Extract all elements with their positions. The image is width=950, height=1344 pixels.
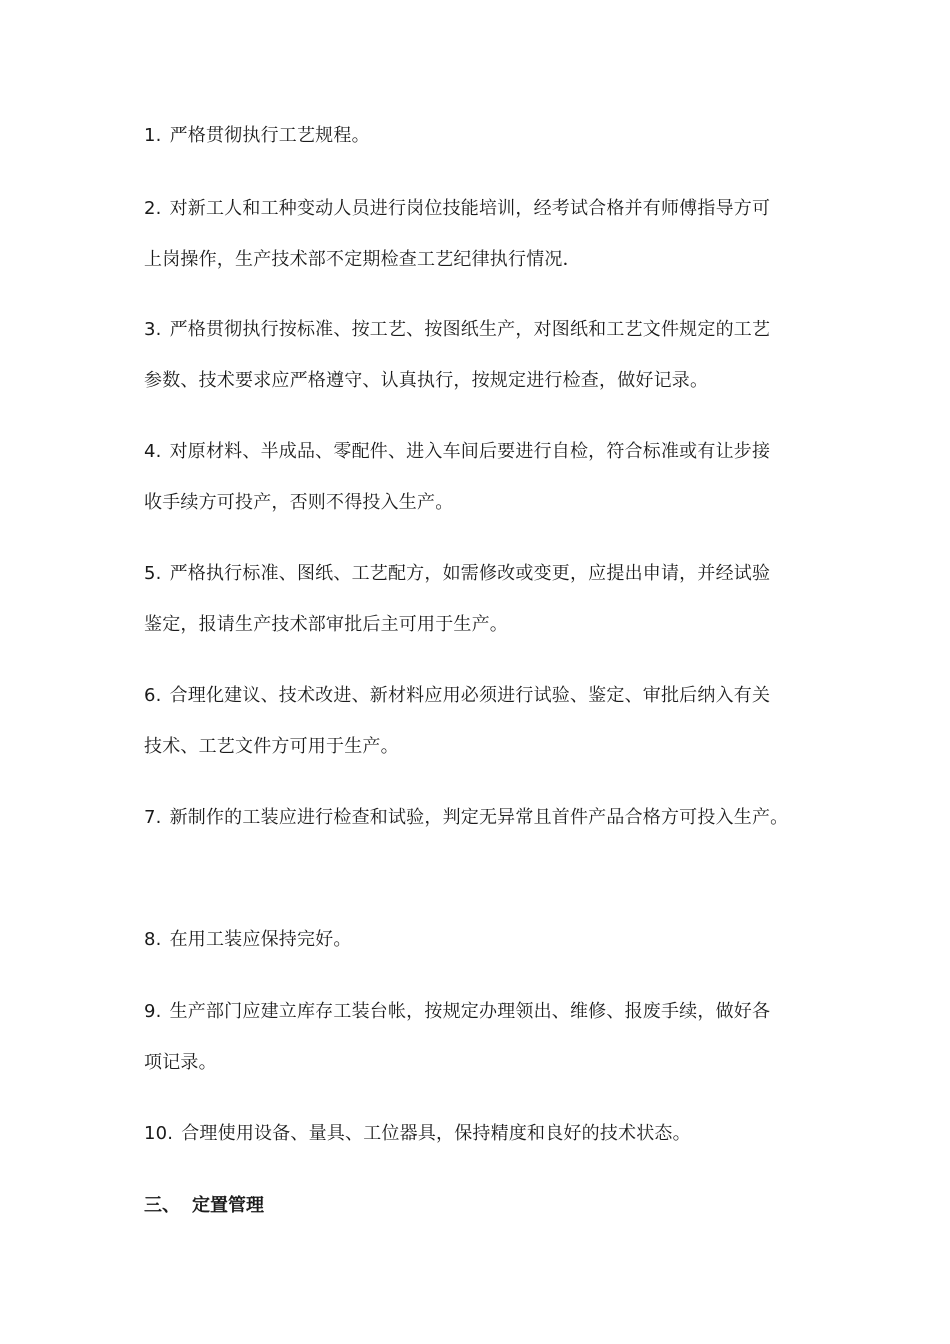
item-text: 合理使用设备、量具、工位器具，保持精度和良好的技术状态。 <box>181 1123 691 1144</box>
item-number: 10. <box>144 1123 174 1144</box>
item-text-continued: 收手续方可投产，否则不得投入生产。 <box>144 492 454 513</box>
list-item-2 <box>144 183 814 285</box>
list-item-6 <box>144 670 814 772</box>
item-text: 在用工装应保持完好。 <box>169 929 352 950</box>
list-item-8 <box>144 914 814 965</box>
item-text-continued: 参数、技术要求应严格遵守、认真执行，按规定进行检查，做好记录。 <box>144 370 709 391</box>
item-number: 2. <box>144 198 162 219</box>
item-number: 6. <box>144 685 162 706</box>
section-title: 定置管理 <box>192 1195 264 1216</box>
item-text: 严格贯彻执行工艺规程。 <box>169 125 370 146</box>
item-number: 9. <box>144 1001 162 1022</box>
list-item-4 <box>144 426 814 528</box>
item-text-continued: 上岗操作，生产技术部不定期检查工艺纪律执行情况． <box>144 249 581 270</box>
section-heading <box>144 1188 264 1224</box>
item-number: 4. <box>144 441 162 462</box>
list-item-3 <box>144 304 814 406</box>
list-item-1 <box>144 110 814 161</box>
item-text: 严格执行标准、图纸、工艺配方，如需修改或变更，应提出申请，并经试验 <box>169 563 771 584</box>
list-item-5 <box>144 548 814 650</box>
item-number: 7. <box>144 807 162 828</box>
item-text-continued: 鉴定，报请生产技术部审批后主可用于生产。 <box>144 614 508 635</box>
item-text-continued: 技术、工艺文件方可用于生产。 <box>144 736 399 757</box>
list-item-10 <box>144 1108 814 1159</box>
item-number: 3. <box>144 319 162 340</box>
item-text: 新制作的工装应进行检查和试验，判定无异常且首件产品合格方可投入生产。 <box>169 807 789 828</box>
section-number: 三、 <box>144 1195 180 1216</box>
item-text: 生产部门应建立库存工装台帐，按规定办理领出、维修、报废手续，做好各 <box>169 1001 771 1022</box>
list-item-9 <box>144 986 814 1088</box>
item-number: 1. <box>144 125 162 146</box>
item-text: 合理化建议、技术改进、新材料应用必须进行试验、鉴定、审批后纳入有关 <box>169 685 771 706</box>
item-number: 8. <box>144 929 162 950</box>
list-item-7 <box>144 792 814 843</box>
item-number: 5. <box>144 563 162 584</box>
item-text: 对原材料、半成品、零配件、进入车间后要进行自检，符合标准或有让步接 <box>169 441 771 462</box>
item-text: 对新工人和工种变动人员进行岗位技能培训，经考试合格并有师傅指导方可 <box>169 198 771 219</box>
item-text: 严格贯彻执行按标准、按工艺、按图纸生产，对图纸和工艺文件规定的工艺 <box>169 319 771 340</box>
item-text-continued: 项记录。 <box>144 1052 217 1073</box>
